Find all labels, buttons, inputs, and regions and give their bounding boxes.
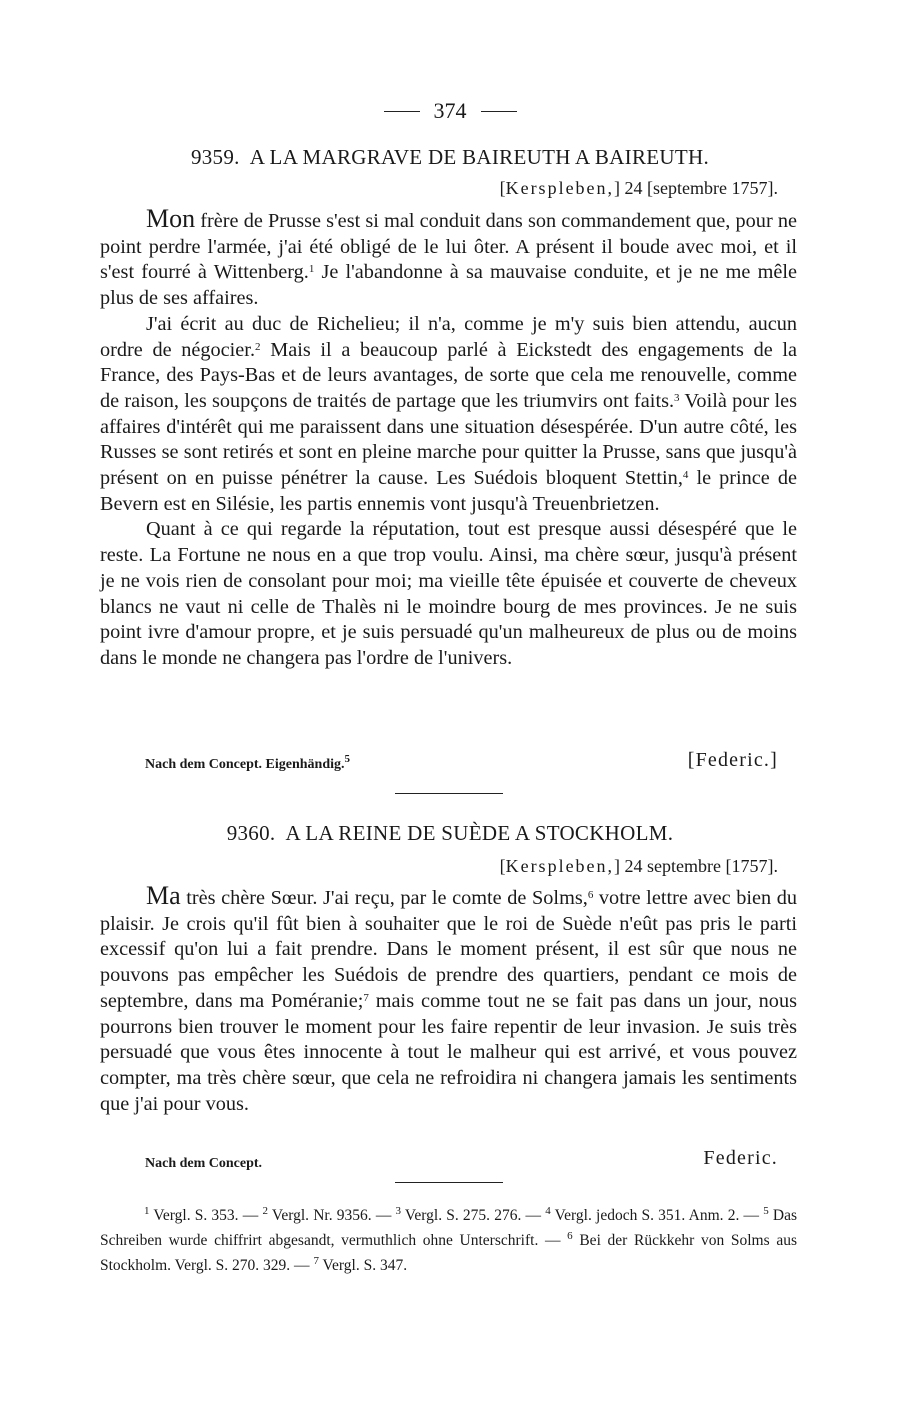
source-text: Nach dem Concept. Eigenhändig. (145, 757, 345, 772)
footnote-ref: 2 (255, 340, 261, 353)
footnote-marker: 3 (395, 1205, 401, 1217)
text-run: Mais il a beaucoup parlé à Eickstedt des engagements de la France, des Pays-Bas et de leurs avantages, de sorte que cela me renouvelle, comme de raison, les soupçons de traités de partage que les triumvirs ont faits. (100, 338, 798, 412)
footnote-text: Vergl. S. 353. — (149, 1207, 263, 1224)
initial-word: Mon (146, 204, 196, 233)
source-note (145, 1156, 775, 1172)
footnote-text: Vergl. jedoch S. 351. Anm. 2. — (550, 1207, 764, 1224)
text-run: votre lettre avec bien du plaisir. Je crois qu'il fût bien à souhaiter que le roi de Suède n'eût pas pris le parti excessif qu'on lui a fait prendre. Dans le moment présent, il est sûr que nous ne pouvons pas empêcher les Suédois de prendre des quartiers, pendant ce mois de septembre, dans ma Poméranie; (100, 887, 797, 1012)
header-dash-right (481, 111, 517, 112)
footnote-text: Bei der Rückkehr von Solms aus Stockholm. Vergl. S. 270. 329. — (100, 1232, 797, 1274)
letter-signature: Federic. (703, 1147, 778, 1169)
dateline-place: Kerspleben, (505, 178, 615, 198)
footnotes (100, 1203, 797, 1278)
footnote-ref: 7 (363, 991, 369, 1004)
footnote-ref: 3 (674, 391, 680, 404)
text-run: très chère Sœur. J'ai reçu, par le comte de Solms, (180, 887, 588, 909)
text-run: frère de Prusse s'est si mal conduit dans son commandement que, pour ne point perdre l'armée, j'ai été obligé de le lui ôter. A présent il boude avec moi, et il s'est fourré à Wittenberg. (100, 210, 797, 284)
footnote-text: Vergl. S. 347. (318, 1257, 408, 1274)
text-run: Quant à ce qui regarde la réputation, tout est presque aussi désespéré que le reste. La Fortune ne nous en a que trop voulu. Ainsi, ma chère sœur, jusqu'à présent je ne vois rien de consolant pour moi; ma vieille tête épuisée et couverte de cheveux blancs ne vaut ni celle de Thalès ni le moindre bourg de mes provinces. Je ne suis point ivre d'amour propre, et je suis persuadé qu'un malheureux de plus ou de moins dans le monde ne changera pas l'ordre de l'univers. (100, 518, 797, 669)
body-paragraph (100, 206, 797, 312)
letter-dateline (500, 856, 778, 877)
body-paragraph (100, 312, 797, 518)
header-dash-left (384, 111, 420, 112)
text-run: mais comme tout ne se fait pas dans un jour, nous pourrons bien trouver le moment pour les faire repentir de leur invasion. Je suis très persuadé que vous êtes innocente à tout le malheur qui est arrivé, et vous pouvez compter, ma très chère sœur, que cela ne refroidira ni changera jamais les sentiments que j'ai pour vous. (100, 989, 797, 1115)
body-paragraph (100, 883, 797, 1117)
footnote-text: Das Schreiben wurde chiffrirt abgesandt, vermuthlich ohne Unterschrift. — (100, 1207, 797, 1249)
footnote-text: Vergl. Nr. 9356. — (267, 1207, 396, 1224)
footnote-list (100, 1203, 797, 1278)
text-run: Voilà pour les affaires d'intérêt qui me paraissent dans une situation désespérée. D'un autre côté, les Russes se sont retirés et sont en pleine marche pour quitter la Prusse, sans que jusqu'à présent on en puisse pénétrer la cause. Les Suédois bloquent Stettin, (100, 389, 797, 490)
letter-body (100, 883, 797, 1117)
text-run: le prince de Bevern est en Silésie, les partis ennemis vont jusqu'à Treuenbrietzen. (100, 467, 797, 515)
text-run: Je l'abandonne à sa mauvaise conduite, et je ne me mêle plus de ses affaires. (100, 261, 797, 310)
letter-body (100, 206, 797, 672)
source-note (145, 753, 775, 773)
footnote-text: Vergl. S. 275. 276. — (401, 1207, 546, 1224)
text-run: J'ai écrit au duc de Richelieu; il n'a, comme je m'y suis bien attendu, aucun ordre de négocier. (100, 312, 797, 361)
footnote-marker: 1 (144, 1205, 150, 1217)
footnote-marker: 4 (545, 1205, 551, 1217)
letter-dateline (500, 178, 778, 199)
footnote-marker: 6 (567, 1230, 573, 1242)
footnote-ref: 1 (308, 263, 315, 276)
dateline-date: ] 24 [septembre 1757]. (614, 178, 778, 198)
letter-number: 9360. (226, 821, 276, 845)
footnote-marker: 5 (763, 1205, 769, 1217)
initial-word: Ma (146, 881, 181, 910)
dateline-bracket: [ (499, 856, 506, 876)
footnote-marker: 2 (262, 1205, 268, 1217)
letter-heading-9360 (100, 821, 800, 846)
dateline-bracket: [ (499, 178, 506, 198)
footnote-ref: 4 (682, 469, 689, 482)
dateline-place: Kerspleben, (505, 856, 615, 876)
section-divider (395, 793, 503, 794)
letter-signature: [Federic.] (687, 749, 778, 771)
page-header (0, 98, 900, 124)
letter-number: 9359. (190, 145, 240, 169)
dateline-date: ] 24 septembre [1757]. (614, 856, 778, 876)
letter-heading-9359 (100, 145, 800, 170)
source-text: Nach dem Concept. (145, 1156, 263, 1171)
footnote-ref: 6 (587, 889, 594, 901)
letter-title: A LA REINE DE SUÈDE A STOCKHOLM. (285, 821, 674, 845)
body-paragraph (100, 517, 797, 671)
page-number: 374 (433, 98, 467, 123)
footnote-ref: 5 (344, 753, 351, 765)
letter-title: A LA MARGRAVE DE BAIREUTH A BAIREUTH. (249, 145, 710, 169)
footnote-marker: 7 (313, 1255, 319, 1267)
section-divider (395, 1182, 503, 1183)
